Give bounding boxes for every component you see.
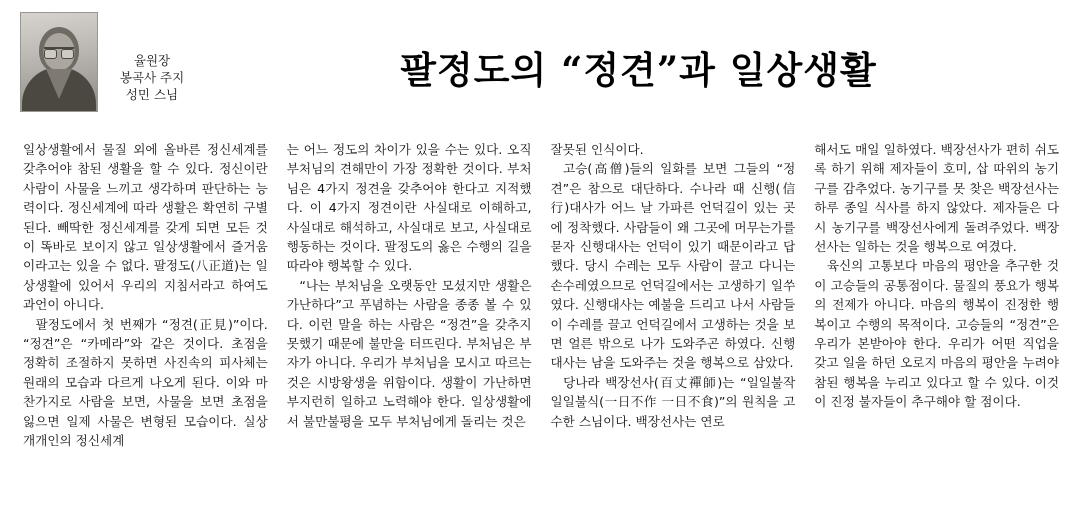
- paragraph: 일상생활에서 물질 외에 올바른 정신세계를 갖추어야 참된 생활을 할 수 있다. 정신이란 사람이 사물을 느끼고 생각하며 판단하는 능력이다. 정신세계에 따라 생활은 확연히 구별된다. 빼딱한 정신세계를 갖게 되면 모든 것이 똑바로 보이지 않고 일상생활에서 즐거움이라고는 있을 수 없다. 팔정도(八正道)는 일상생활에 있어서 우리의 지침서라고 하여도 과언이 아니다.: [23, 142, 268, 313]
- author-line-1: 율원장: [133, 53, 171, 68]
- author-line-2: 봉곡사 주지: [119, 70, 185, 85]
- paragraph: 육신의 고통보다 마음의 평안을 추구한 것이 고승들의 공통점이다. 물질의 풍요가 행복의 전제가 아니다. 마음의 행복이 진정한 행복이고 수행의 목적이다. 고승들의 “정견”은 우리가 본받아야 한다. 우리가 어떤 직업을 갖고 일을 하던 오로지 마음의 평안을 누려야 참된 행복을 누리고 있다고 할 수 있다. 이것이 진정 불자들이 추구해야 할 점이다.: [814, 258, 1059, 410]
- paragraph: 는 어느 정도의 차이가 있을 수는 있다. 오직 부처님의 견해만이 가장 정확한 것이다. 부처님은 4가지 정견을 갖추어야 한다고 지적했다. 이 4가지 정견이란 사실대로 이해하고, 사실대로 해석하고, 사실대로 보고, 사실대로 행동하는 것이다. 팔정도의 옳은 수행의 길을 따라야 행복할 수 있다.: [286, 142, 532, 274]
- page-title: 팔정도의 “정견”과 일상생활: [400, 48, 877, 92]
- portrait-photo: [20, 12, 98, 112]
- article-columns: [14, 140, 1068, 512]
- masthead: [14, 10, 1068, 134]
- author-line-3: 성민 스님: [125, 87, 179, 102]
- author-credit: [106, 12, 198, 103]
- paragraph: 잘못된 인식이다.: [550, 142, 644, 157]
- article-column-1: [14, 140, 277, 512]
- portrait-glasses-shape: [44, 47, 74, 57]
- paragraph: 해서도 매일 일하였다. 백장선사가 편히 쉬도록 하기 위해 제자들이 호미, 삽 따위의 농기구를 감추었다. 농기구를 못 찾은 백장선사는 하루 종일 식사를 하지 않았다. 제자들은 다시 농기구를 백장선사에게 돌려주었다. 백장선사는 일하는 것을 행복으로 여겼다.: [814, 142, 1059, 255]
- article-column-4: [804, 140, 1068, 512]
- author-block: [20, 12, 200, 112]
- paragraph: 고승(高僧)들의 일화를 보면 그들의 “정견”은 참으로 대단하다. 수나라 때 신행(信行)대사가 어느 날 가파른 언덕길이 있는 곳에 정착했다. 사람들이 왜 그곳에 머무는가를 묻자 신행대사는 언덕이 있기 때문이라고 답했다. 당시 수레는 모두 사람이 끌고 다니는 손수레였으므로 언덕길에서는 고생하기 일쑤였다. 신행대사는 예불을 드리고 나서 사람들이 수레를 끌고 언덕길에서 고생하는 것을 보면 얼른 밖으로 나가 도와주곤 하였다. 신행대사는 남을 도와주는 것을 행복으로 삼았다.: [550, 161, 796, 371]
- article-column-2: [277, 140, 541, 512]
- paragraph: 팔정도에서 첫 번째가 “정견(正見)”이다. “정견”은 “카메라”와 같은 것이다. 초점을 정확히 조절하지 못하면 사진속의 피사체는 원래의 모습과 다르게 나오게 된다. 이와 마찬가지로 사람을 보면, 사물을 보면 초점을 잃으면 일제 사물은 변형된 모습이다. 실상 개개인의 정신세계: [23, 316, 268, 449]
- paragraph: 당나라 백장선사(百丈禪師)는 “일일불작 일일불식(一日不作 一日不食)”의 원칙을 고수한 스님이다. 백장선사는 연로: [550, 374, 796, 429]
- paragraph: “나는 부처님을 오랫동안 모셨지만 생활은 가난하다”고 푸념하는 사람을 종종 볼 수 있다. 이런 말을 하는 사람은 “정견”을 갖추지 못했기 때문에 불만을 터뜨린다. 부처님은 부자가 아니다. 우리가 부처님을 모시고 따르는 것은 시방왕생을 위함이다. 생활이 가난하면 부지런히 일하고 노력해야 한다. 일상생활에서 불만불평을 모두 부처님에게 돌리는 것은: [286, 277, 532, 429]
- article-column-3: [541, 140, 805, 512]
